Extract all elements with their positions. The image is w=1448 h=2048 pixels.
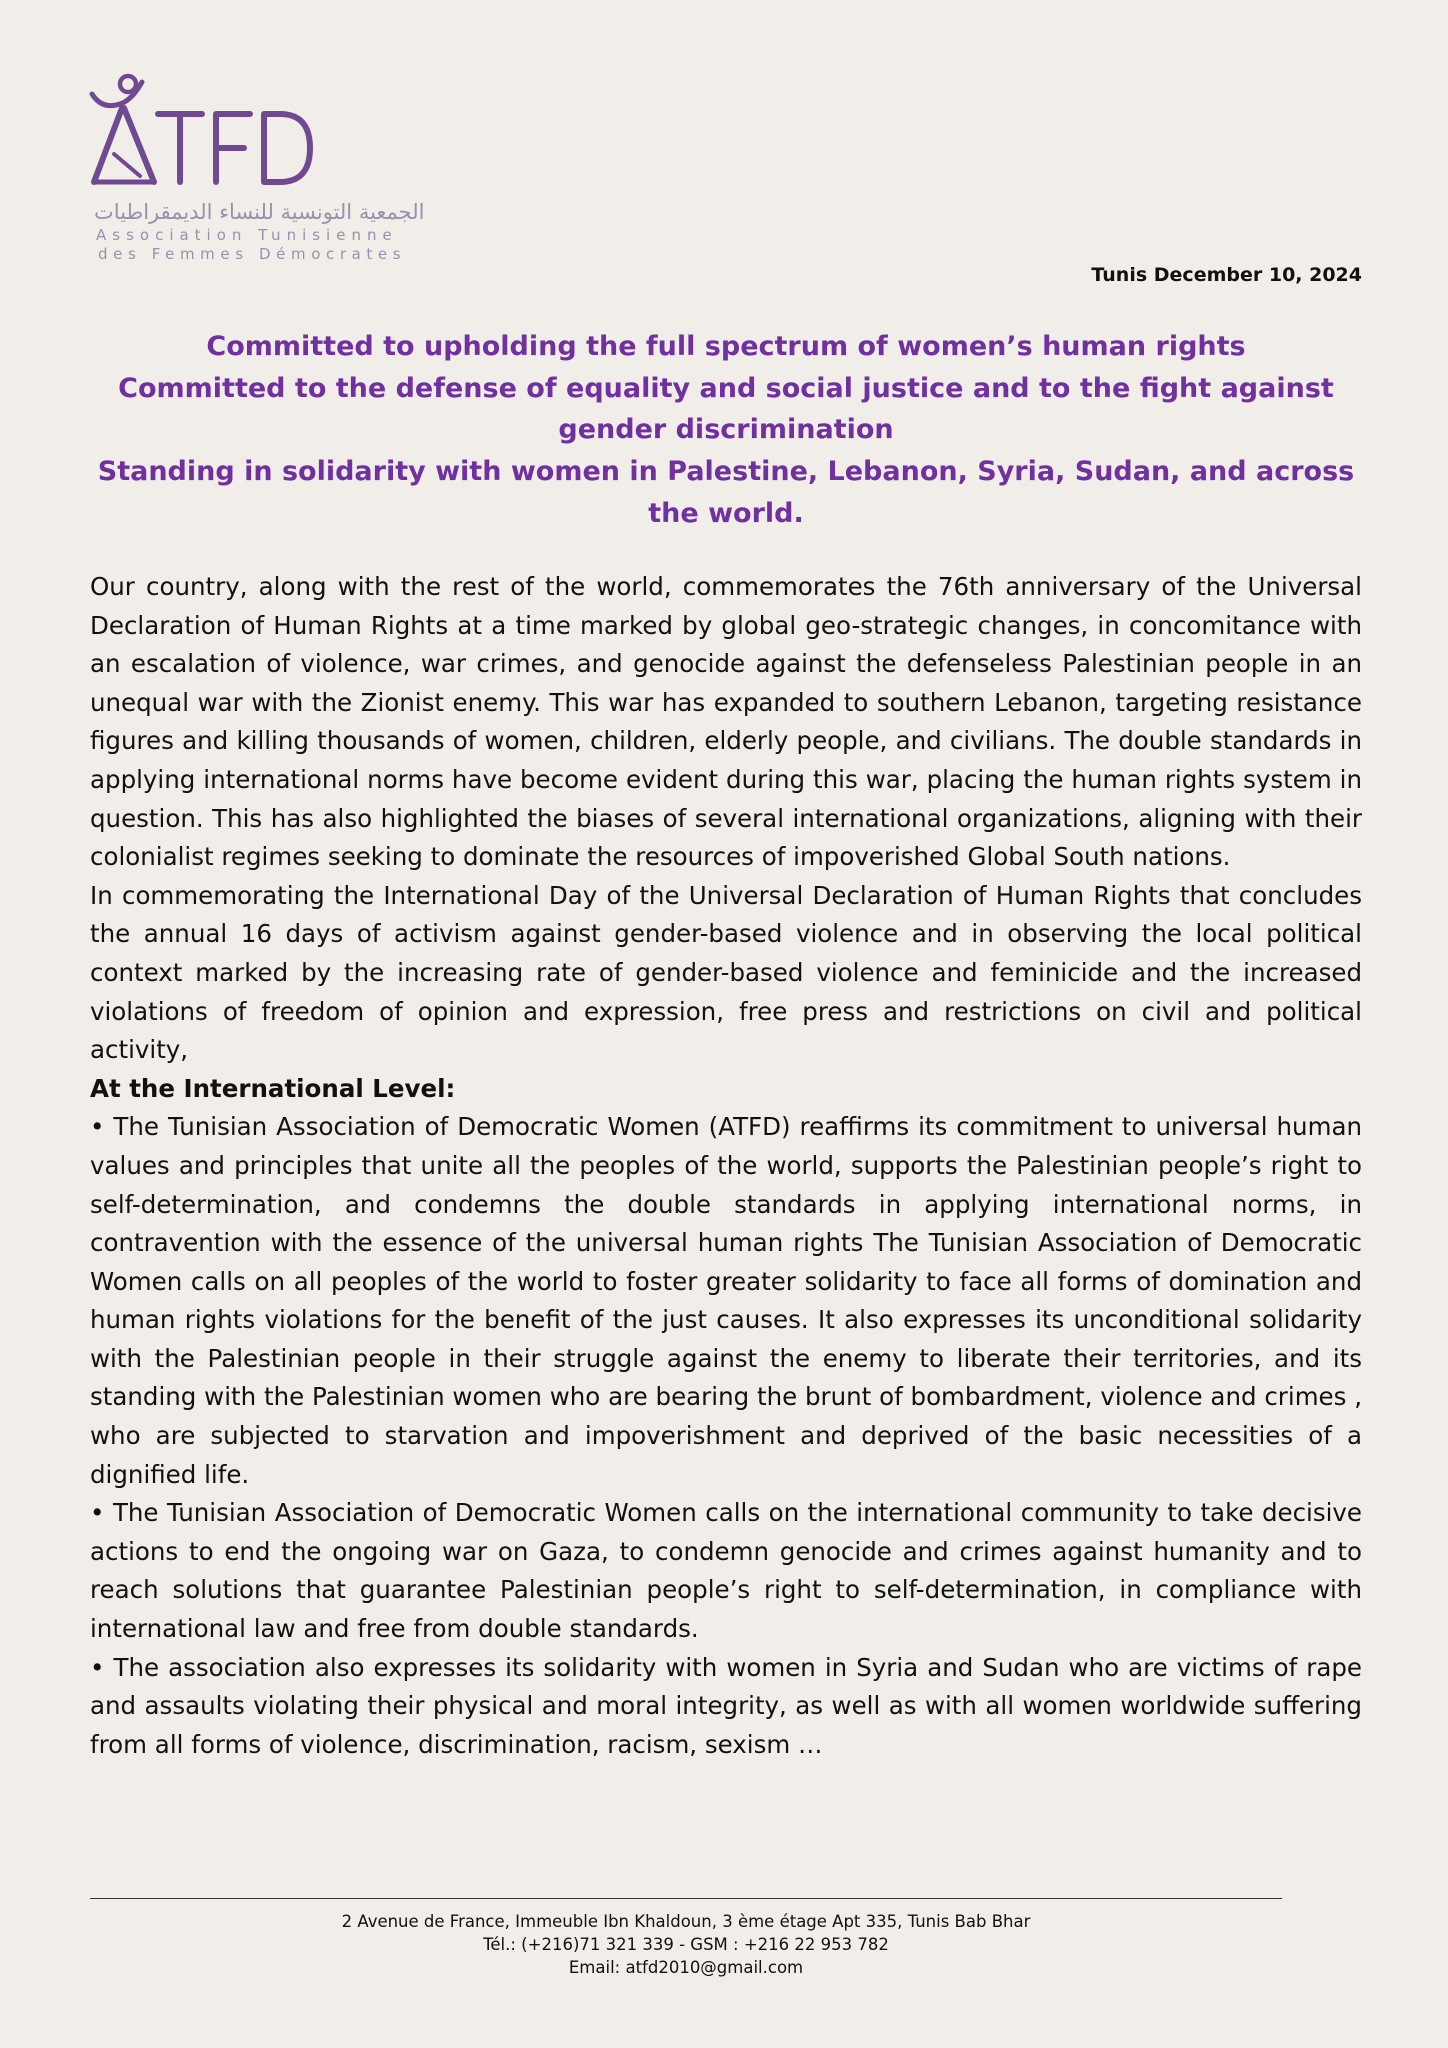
logo-arabic-name: الجمعية التونسية للنساء الديمقراطيات xyxy=(94,200,425,224)
section-heading: At the International Level: xyxy=(90,1073,456,1103)
headline-block xyxy=(90,326,1362,535)
document-date: Tunis December 10, 2024 xyxy=(1091,264,1362,286)
bullet-item-2: • The Tunisian Association of Democratic Women calls on the international community to take decisive actions to end the ongoing war on Gaza, to condemn genocide and crimes against humanity and to reach solutions that guarantee Palestinian people’s right to self-determination, in compliance with international law and free from double standards. xyxy=(90,1498,1362,1644)
footer-address: 2 Avenue de France, Immeuble Ibn Khaldoun, 3 ème étage Apt 335, Tunis Bab Bhar xyxy=(341,1912,1031,1931)
footer-divider xyxy=(90,1898,1282,1899)
body-paragraph-1: Our country, along with the rest of the world, commemorates the 76th anniversary of the Universal Declaration of Human Rights at a time marked by global geo-strategic changes, in concomitance with an escalation of violence, war crimes, and genocide against the defenseless Palestinian people in an unequal war with the Zionist enemy. This war has expanded to southern Lebanon, targeting resistance figures and killing thousands of women, children, elderly people, and civilians. The double standards in applying international norms have become evident during this war, placing the human rights system in question. This has also highlighted the biases of several international organizations, aligning with their colonialist regimes seeking to dominate the resources of impoverished Global South nations. xyxy=(90,572,1362,872)
body-text xyxy=(90,568,1362,1764)
headline-line-3: Standing in solidarity with women in Palestine, Lebanon, Syria, Sudan, and across the world. xyxy=(97,456,1355,529)
footer xyxy=(90,1910,1282,1979)
body-paragraph-2: In commemorating the International Day of the Universal Declaration of Human Rights that concludes the annual 16 days of activism against gender-based violence and in observing the local political context marked by the increasing rate of gender-based violence and feminicide and the increased violations of freedom of opinion and expression, free press and restrictions on civil and political activity, xyxy=(90,880,1362,1065)
footer-phone: Tél.: (+216)71 321 339 - GSM : +216 22 953 782 xyxy=(483,1935,889,1954)
headline-line-2: Committed to the defense of equality and social justice and to the fight against gender discrimination xyxy=(118,372,1334,446)
bullet-item-3: • The association also expresses its solidarity with women in Syria and Sudan who are victims of rape and assaults violating their physical and moral integrity, as well as with all women worldwide suffering from all forms of violence, discrimination, racism, sexism … xyxy=(90,1652,1362,1759)
atfd-logo xyxy=(88,70,438,270)
logo-name-line-2: des Femmes Démocrates xyxy=(98,245,407,263)
bullet-item-1: • The Tunisian Association of Democratic Women (ATFD) reaffirms its commitment to universal human values and principles that unite all the peoples of the world, supports the Palestinian people’s right to self-determination, and condemns the double standards in applying international norms, in contravention with the essence of the universal human rights The Tunisian Association of Democratic Women calls on all peoples of the world to foster greater solidarity to face all forms of domination and human rights violations for the benefit of the just causes. It also expresses its unconditional solidarity with the Palestinian people in their struggle against the enemy to liberate their territories, and its standing with the Palestinian women who are bearing the brunt of bombardment, violence and crimes , who are subjected to starvation and impoverishment and deprived of the basic necessities of a dignified life. xyxy=(90,1112,1362,1489)
headline-line-1: Committed to upholding the full spectrum of women’s human rights xyxy=(206,331,1246,362)
footer-email: Email: atfd2010@gmail.com xyxy=(568,1958,804,1977)
atfd-wordmark-graphic xyxy=(88,70,318,200)
logo-name-line-1: Association Tunisienne xyxy=(96,226,398,244)
